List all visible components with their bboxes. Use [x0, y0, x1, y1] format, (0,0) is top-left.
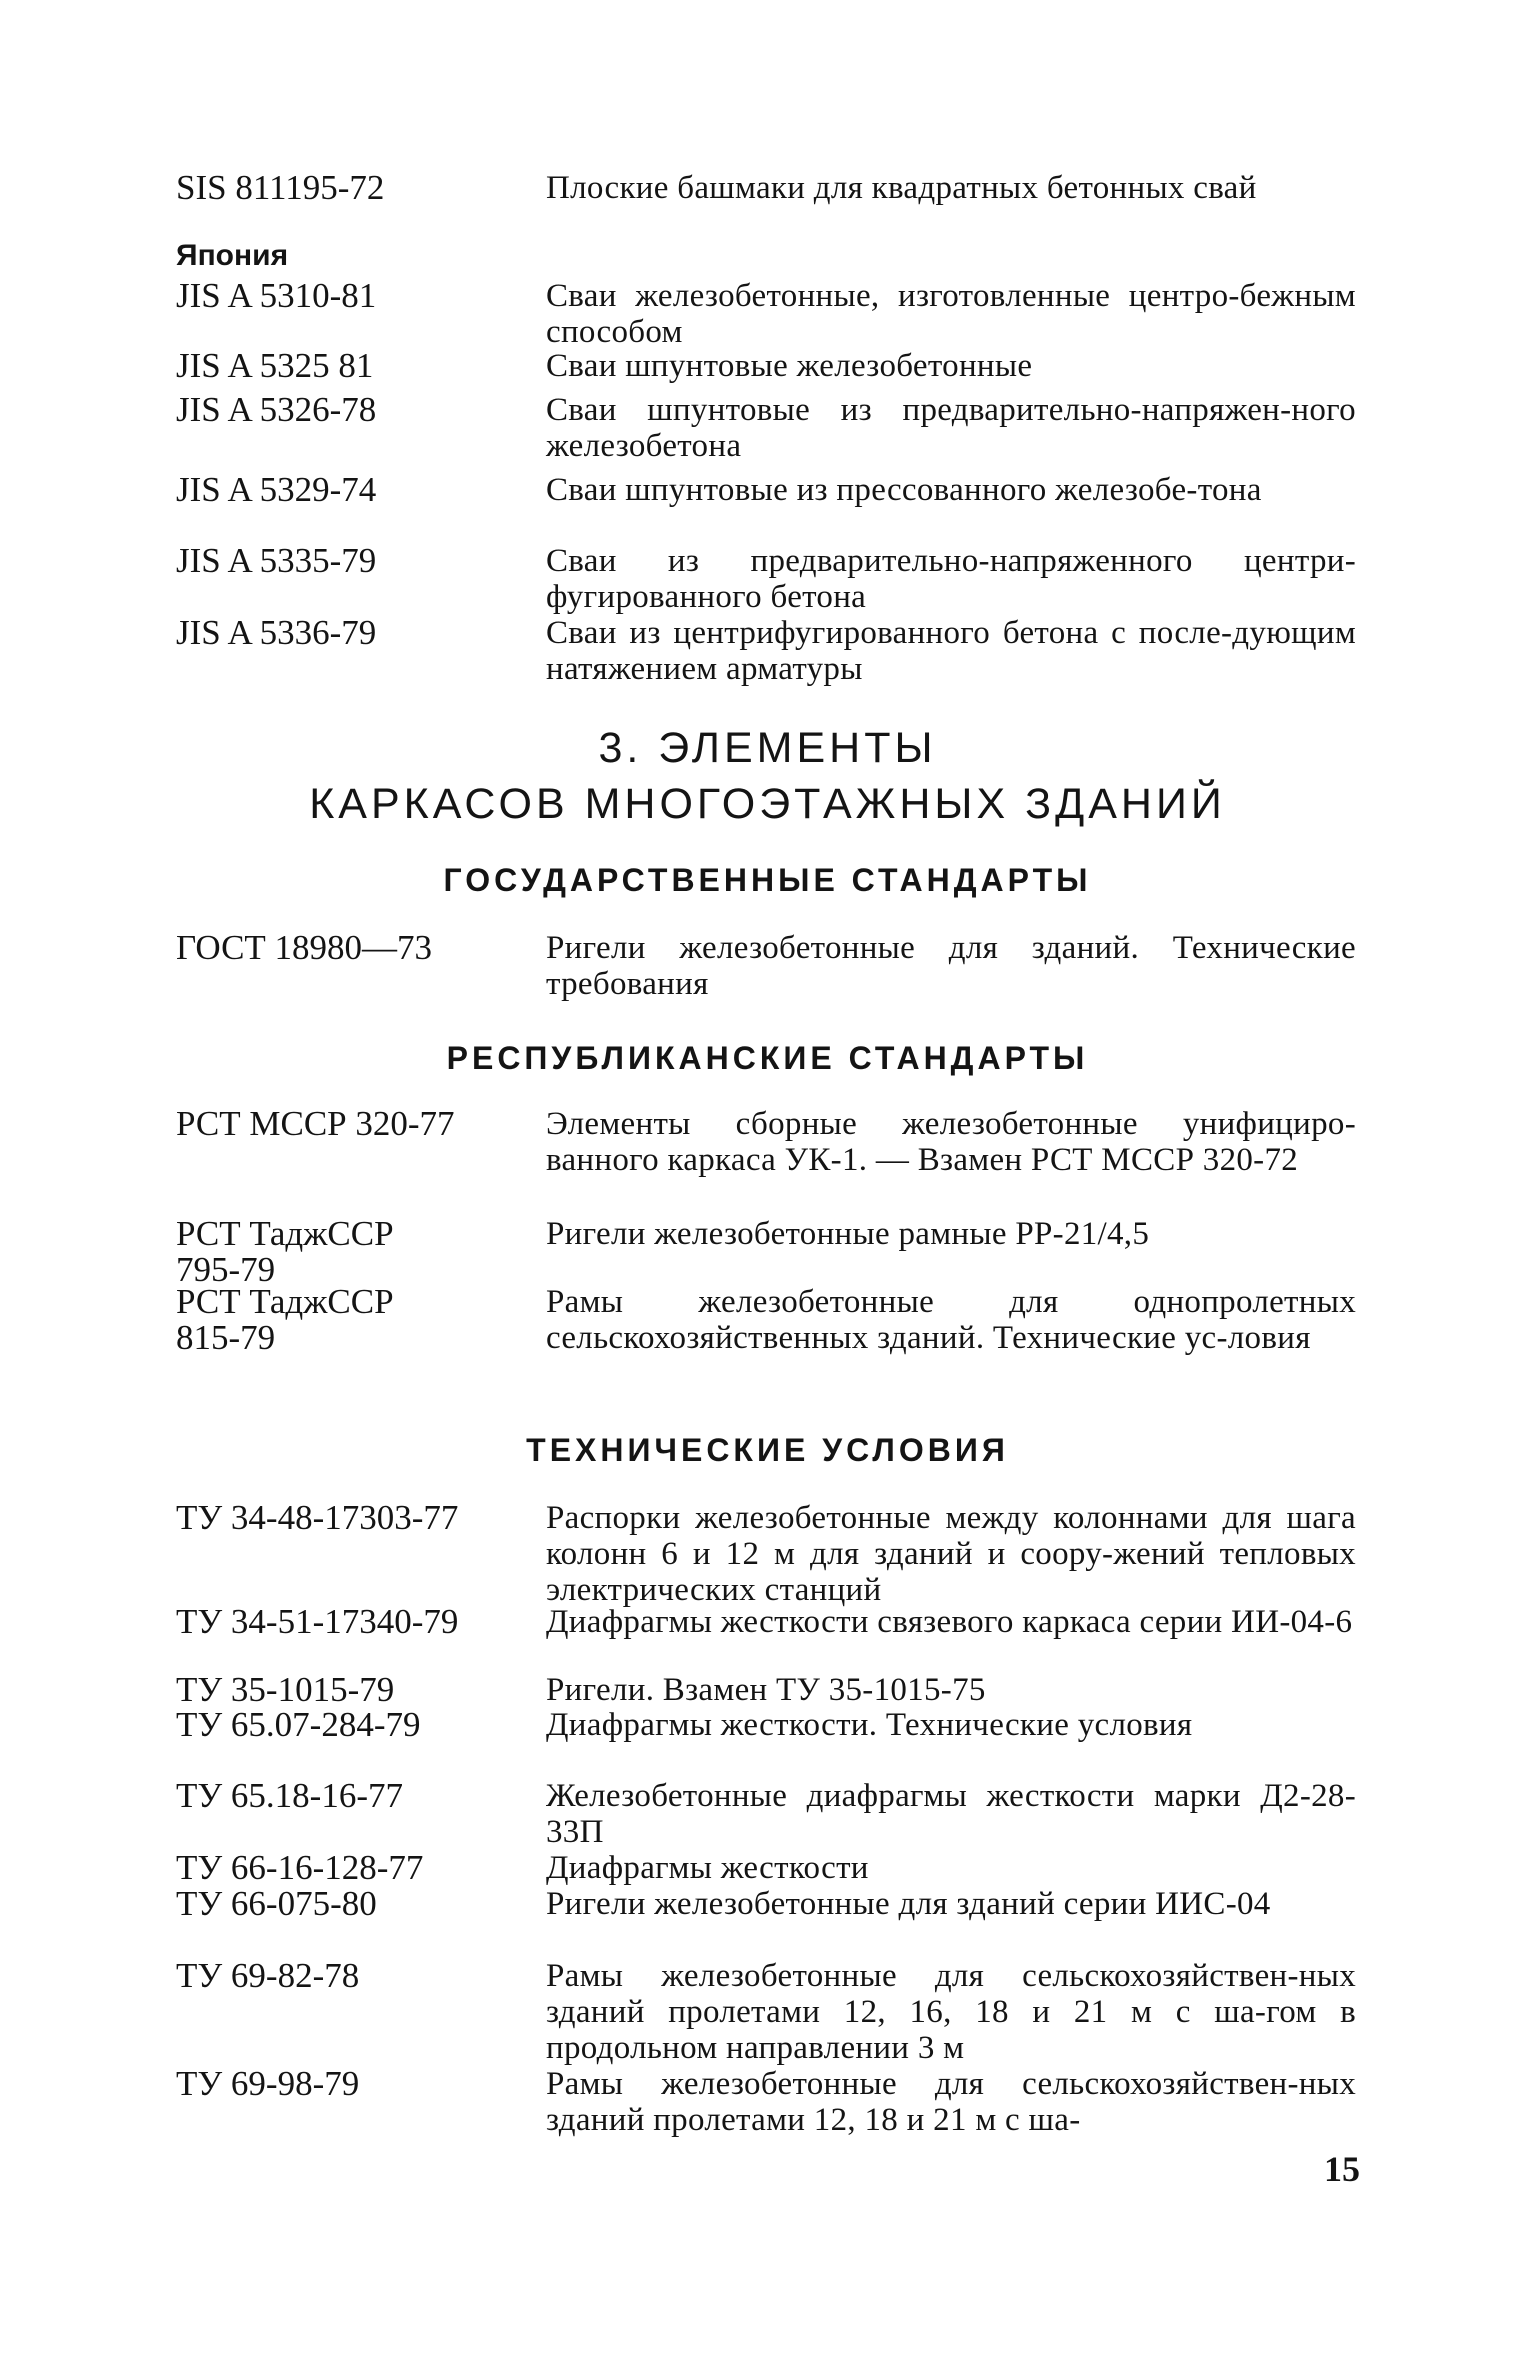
standard-code: ТУ 66-075-80	[176, 1884, 377, 1923]
standard-code: JIS A 5335-79	[176, 541, 377, 580]
section-title: 3. ЭЛЕМЕНТЫ КАРКАСОВ МНОГОЭТАЖНЫХ ЗДАНИЙ	[309, 724, 1226, 828]
section-heading-republic-standards: РЕСПУБЛИКАНСКИЕ СТАНДАРТЫ	[446, 1040, 1089, 1076]
standard-description: Диафрагмы жесткости связевого каркаса серии ИИ-04-6	[546, 1604, 1353, 1640]
standard-code: ТУ 69-98-79	[176, 2064, 360, 2103]
standard-code: ТУ 65.07-284-79	[176, 1705, 421, 1744]
standard-description: Сваи шпунтовые железобетонные	[546, 348, 1033, 384]
standard-description: Элементы сборные железобетонные унифициро-ванного каркаса УК-1. — Взамен РСТ МССР 320-72	[546, 1106, 1356, 1178]
standard-description: Диафрагмы жесткости. Технические условия	[546, 1707, 1193, 1743]
standard-description: Ригели железобетонные для зданий серии ИИС-04	[546, 1886, 1271, 1922]
standard-code: SIS 811195-72	[176, 168, 385, 207]
standard-description: Ригели железобетонные рамные РР-21/4,5	[546, 1216, 1150, 1252]
standard-description: Диафрагмы жесткости	[546, 1850, 869, 1886]
standard-description: Сваи из предварительно-напряженного центри-фугированного бетона	[546, 543, 1356, 615]
standard-description: Рамы железобетонные для однопролетных сельскохозяйственных зданий. Технические ус-ловия	[546, 1284, 1356, 1356]
standard-code: JIS A 5326-78	[176, 390, 377, 429]
standard-description: Рамы железобетонные для сельскохозяйствен-ных зданий пролетами 12, 16, 18 и 21 м с ша-гом в продольном направлении 3 м	[546, 1958, 1356, 2066]
standard-description: Сваи из центрифугированного бетона с после-дующим натяжением арматуры	[546, 615, 1356, 687]
standard-code: ТУ 34-48-17303-77	[176, 1498, 459, 1537]
standard-code: ГОСТ 18980—73	[176, 928, 433, 967]
standard-description: Железобетонные диафрагмы жесткости марки Д2-28-33П	[546, 1778, 1356, 1850]
section-heading-state-standards: ГОСУДАРСТВЕННЫЕ СТАНДАРТЫ	[443, 862, 1092, 898]
standard-description: Сваи шпунтовые из прессованного железобе-тона	[546, 472, 1262, 508]
standard-code: JIS A 5310-81	[176, 276, 377, 315]
page-number: 15	[1324, 2149, 1360, 2189]
country-heading: Япония	[176, 239, 289, 272]
standard-description: Рамы железобетонные для сельскохозяйствен-ных зданий пролетами 12, 18 и 21 м с ша-	[546, 2066, 1356, 2138]
section-heading-technical-conditions: ТЕХНИЧЕСКИЕ УСЛОВИЯ	[526, 1432, 1009, 1468]
standard-description: Ригели. Взамен ТУ 35-1015-75	[546, 1672, 986, 1708]
standard-description: Плоские башмаки для квадратных бетонных свай	[546, 170, 1257, 206]
standard-description: Сваи железобетонные, изготовленные центро-бежным способом	[546, 278, 1356, 350]
standard-code: ТУ 69-82-78	[176, 1956, 360, 1995]
standard-code: РСТ МССР 320-77	[176, 1104, 455, 1143]
standard-code: ТУ 65.18-16-77	[176, 1776, 403, 1815]
standard-code: РСТ ТаджССР 795-79	[176, 1214, 394, 1289]
standard-description: Распорки железобетонные между колоннами для шага колонн 6 и 12 м для зданий и соору-жений тепловых электрических станций	[546, 1500, 1356, 1608]
standard-code: ТУ 34-51-17340-79	[176, 1602, 459, 1641]
standard-code: ТУ 66-16-128-77	[176, 1848, 424, 1887]
standard-code: JIS A 5336-79	[176, 613, 377, 652]
standard-code: JIS A 5329-74	[176, 470, 377, 509]
standard-code: ТУ 35-1015-79	[176, 1670, 395, 1709]
standard-description: Сваи шпунтовые из предварительно-напряжен-ного железобетона	[546, 392, 1356, 464]
standard-description: Ригели железобетонные для зданий. Технические требования	[546, 930, 1356, 1002]
standard-code: JIS A 5325 81	[176, 346, 374, 385]
standard-code: РСТ ТаджССР 815-79	[176, 1282, 394, 1357]
